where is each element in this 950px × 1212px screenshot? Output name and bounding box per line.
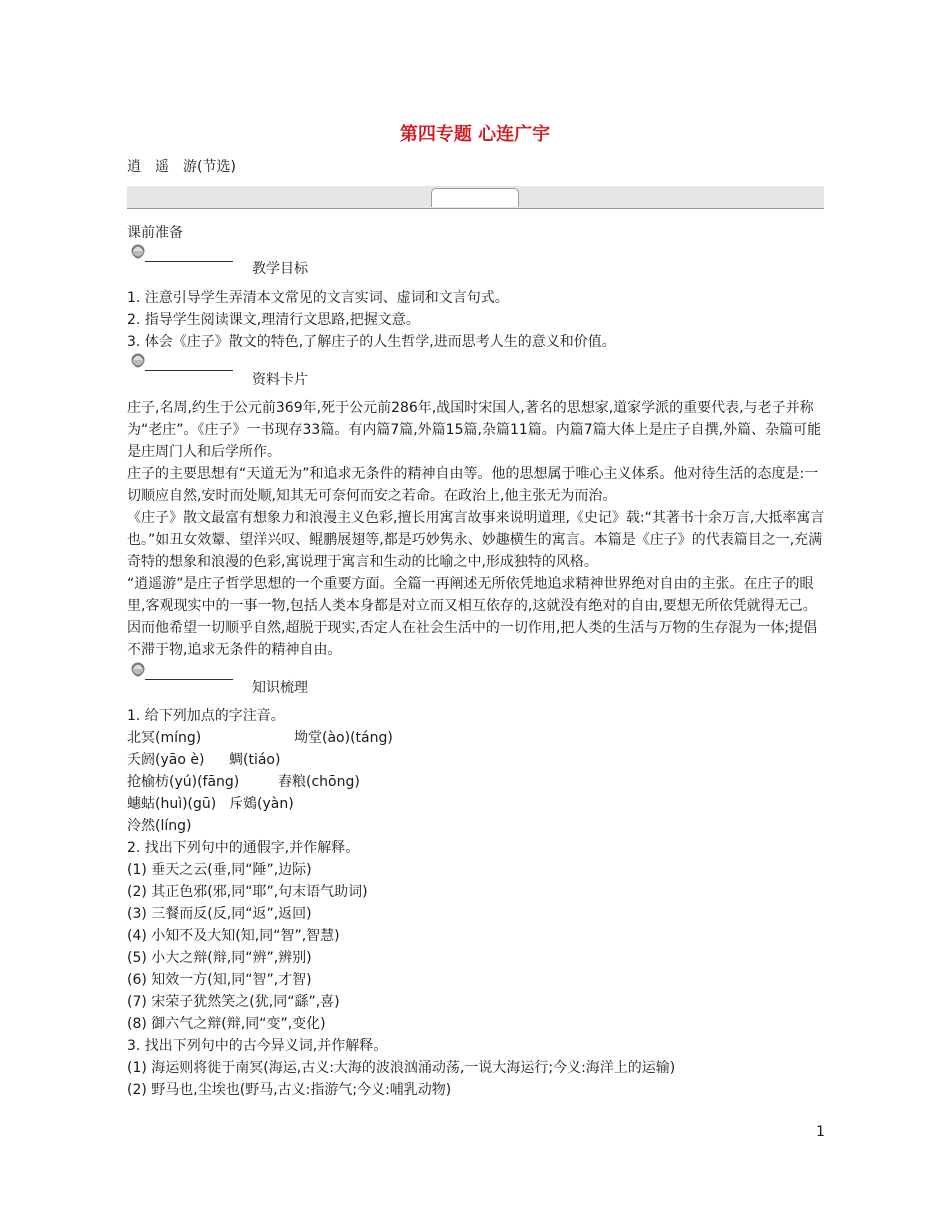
pinyin-item: 舂粮(chōng)	[278, 774, 360, 790]
page-title: 第四专题 心连广宇	[399, 124, 551, 145]
lotus-icon	[127, 350, 149, 372]
goal-item: 3. 体会《庄子》散文的特色,了解庄子的人生哲学,进而思考人生的意义和价值。	[127, 334, 616, 350]
card-paragraph: 庄子,名周,约生于公元前369年,死于公元前286年,战国时宋国人,著名的思想家,道家学派的重要代表,与老子并称为“老庄”。《庄子》一书现存33篇。有内篇7篇,外篇15篇,杂篇11篇。内篇7篇大体上是庄子自撰,外篇、杂篇可能是庄周门人和后学所作。	[127, 400, 822, 460]
review-heading: 知识梳理	[252, 680, 308, 696]
header-bar	[127, 186, 824, 209]
pinyin-item: 抢榆枋(yú)(fāng)	[127, 774, 240, 790]
answer-item: (4) 小知不及大知(知,同“智”,智慧)	[127, 928, 340, 944]
section-label: 课前准备	[127, 225, 183, 241]
goal-item: 1. 注意引导学生弄清本文常见的文言实词、虚词和文言句式。	[127, 290, 509, 306]
answer-item: (6) 知效一方(知,同“智”,才智)	[127, 972, 312, 988]
answer-item: (5) 小大之辩(辩,同“辨”,辨别)	[127, 950, 312, 966]
pinyin-item: 泠然(líng)	[127, 818, 192, 834]
pinyin-item: 蜩(tiáo)	[229, 752, 281, 768]
pinyin-item: 北冥(míng)	[127, 730, 202, 746]
card-heading: 资料卡片	[252, 372, 308, 388]
heading-underline	[145, 261, 233, 262]
answer-item: (1) 海运则将徙于南冥(海运,古义:大海的波浪汹涌动荡,一说大海运行;今义:海洋上的运输)	[127, 1060, 676, 1076]
answer-item: (3) 三餐而反(反,同“返”,返回)	[127, 906, 312, 922]
pinyin-item: 夭阏(yāo è)	[127, 752, 205, 768]
answer-item: (2) 野马也,尘埃也(野马,古义:指游气;今义:哺乳动物)	[127, 1082, 452, 1098]
section-heading-decoration	[127, 659, 237, 683]
question-title: 2. 找出下列句中的通假字,并作解释。	[127, 840, 360, 856]
card-paragraph: “逍遥游”是庄子哲学思想的一个重要方面。全篇一再阐述无所依凭地追求精神世界绝对自由的主张。在庄子的眼里,客观现实中的一事一物,包括人类本身都是对立而又相互依存的,这就没有绝对的自由,要想无所依凭就得无己。因而他希望一切顺乎自然,超脱于现实,否定人在社会生活中的一切作用,把人类的生活与万物的生存混为一体;提倡不滞于物,追求无条件的精神自由。	[127, 576, 818, 658]
answer-item: (2) 其正色邪(邪,同“耶”,句末语气助词)	[127, 884, 368, 900]
section-heading-decoration	[127, 241, 237, 265]
goal-item: 2. 指导学生阅读课文,理清行文思路,把握文意。	[127, 312, 420, 328]
answer-item: (7) 宋荣子犹然笑之(犹,同“繇”,喜)	[127, 994, 340, 1010]
goals-heading: 教学目标	[252, 261, 308, 277]
question-title: 1. 给下列加点的字注音。	[127, 708, 285, 724]
pinyin-item: 坳堂(ào)(táng)	[294, 730, 393, 746]
answer-item: (8) 御六气之辩(辩,同“变”,变化)	[127, 1016, 326, 1032]
lotus-icon	[127, 659, 149, 681]
pinyin-item: 蟪蛄(huì)(gū)	[127, 796, 217, 812]
heading-underline	[145, 679, 233, 680]
lesson-subtitle: 逍 遥 游(节选)	[127, 159, 236, 175]
lotus-icon	[127, 241, 149, 263]
question-title: 3. 找出下列句中的古今异义词,并作解释。	[127, 1038, 388, 1054]
card-paragraph: 庄子的主要思想有“天道无为”和追求无条件的精神自由等。他的思想属于唯心主义体系。他对待生活的态度是:一切顺应自然,安时而处顺,知其无可奈何而安之若命。在政治上,他主张无为而治。	[127, 466, 819, 504]
page-number: 1	[816, 1124, 825, 1140]
card-paragraph: 《庄子》散文最富有想象力和浪漫主义色彩,擅长用寓言故事来说明道理,《史记》载:“其著书十余万言,大抵率寓言也。”如丑女效颦、望洋兴叹、鲲鹏展翅等,都是巧妙隽永、妙趣横生的寓言。本篇是《庄子》的代表篇目之一,充满奇特的想象和浪漫的色彩,寓说理于寓言和生动的比喻之中,形成独特的风格。	[127, 510, 825, 570]
header-tab	[431, 188, 519, 207]
answer-item: (1) 垂天之云(垂,同“陲”,边际)	[127, 862, 312, 878]
section-heading-decoration	[127, 350, 237, 374]
heading-underline	[145, 370, 233, 371]
pinyin-item: 斥鴳(yàn)	[229, 796, 294, 812]
